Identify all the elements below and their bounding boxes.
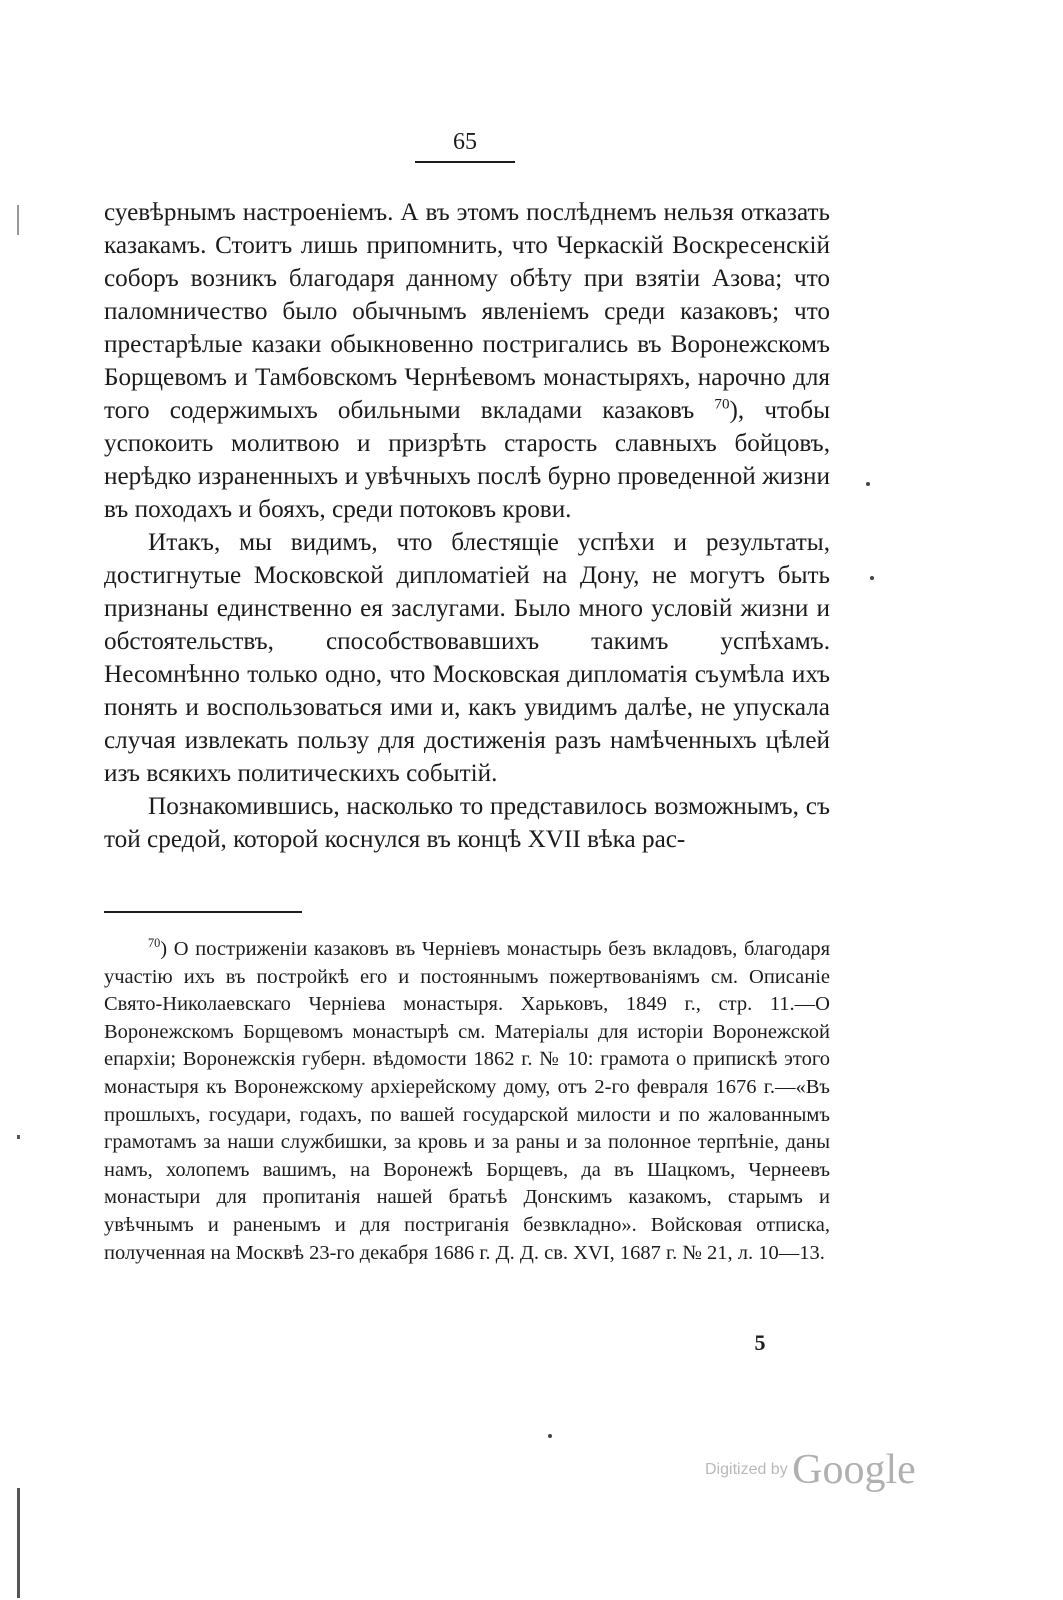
paragraph-1: [104, 196, 830, 526]
scan-speck: [548, 1434, 552, 1438]
signature-mark: 5: [754, 1330, 766, 1355]
scan-edge-mark: [17, 1488, 20, 1598]
footnote-ref-70: 70: [714, 396, 730, 413]
footnote-text: ) О постриженіи казаковъ въ Черніевъ монастырь безъ вкладовъ, благодаря участію ихъ въ постройкѣ его и постояннымъ пожертвованіямъ см. Описаніе Свято-Николаевскаго Черніева монастыря. Харьковъ, 1849 г., стр. 11.—О Воронежскомъ Борщевомъ монастырѣ см. Матеріалы для исторіи Воронежской епархіи; Воронежскія губерн. вѣдомости 1862 г. № 10: грамота о припискѣ этого монастыря къ Воронежскому архіерейскому дому, отъ 2-го февраля 1676 г.—«Въ прошлыхъ, государи, годахъ, по вашей государской милости и по жалованнымъ грамотамъ за наши службишки, за кровь и за раны и за полонное терпѣніе, даны намъ, холопемъ вашимъ, на Воронежѣ Борщевъ, да въ Шацкомъ, Чернеевъ монастыри для пропитанія нашей братьѣ Донскимъ казакомъ, старымъ и увѣчнымъ и раненымъ и для постриганія безвкладно». Войсковая отписка, полученная на Москвѣ 23-го декабря 1686 г. Д. Д. св. XVI, 1687 г. № 21, л. 10—13.: [104, 938, 830, 1264]
digitized-watermark: [705, 1446, 916, 1494]
footnote-marker: 70: [148, 936, 161, 951]
header-rule: [415, 161, 515, 163]
paragraph-3: Познакомившись, насколько то представилось возможнымъ, съ той средой, которой коснулся въ концѣ XVII вѣка рас-: [104, 793, 830, 853]
watermark-brand: Google: [792, 1447, 916, 1493]
scan-edge-mark: [17, 1135, 20, 1139]
paragraph-2: Итакъ, мы видимъ, что блестящіе успѣхи и результаты, достигнутые Московской дипломатіей на Дону, не могутъ быть признаны единственно ея заслугами. Было много условій жизни и обстоятельствъ, способствовавшихъ такимъ успѣхамъ. Несомнѣнно только одно, что Московская дипломатія съумѣла ихъ понять и воспользоваться ими и, какъ увидимъ далѣе, не упускала случая извлекать пользу для достиженія разъ намѣченныхъ цѣлей изъ всякихъ политическихъ событій.: [104, 529, 830, 787]
body-text: [104, 196, 830, 856]
footnotes: [104, 936, 830, 1267]
scan-edge-mark: [17, 205, 19, 235]
page-number: 65: [453, 129, 477, 155]
paragraph-1-tail: ), чтобы успокоить молитвою и призрѣть старость славныхъ бойцовъ, нерѣдко израненныхъ и увѣчныхъ послѣ бурно проведенной жизни въ походахъ и бояхъ, среди потоковъ крови.: [104, 397, 831, 523]
watermark-prefix: Digitized by: [705, 1461, 788, 1478]
footnote-70: [104, 936, 830, 1267]
paragraph-1-text: суевѣрнымъ настроеніемъ. А въ этомъ послѣднемъ нельзя отказать казакамъ. Стоитъ лишь припомнить, что Черкаскій Воскресенскій соборъ возникъ благодаря данному обѣту при взятіи Азова; что паломничество было обычнымъ явленіемъ среди казаковъ; что престарѣлые казаки обыкновенно постригались въ Воронежскомъ Борщевомъ и Тамбовскомъ Чернѣевомъ монастыряхъ, нарочно для того содержимыхъ обильными вкладами казаковъ: [104, 199, 830, 424]
scan-speck: [870, 576, 874, 580]
scan-speck: [866, 482, 870, 486]
footnote-rule: [104, 911, 302, 913]
